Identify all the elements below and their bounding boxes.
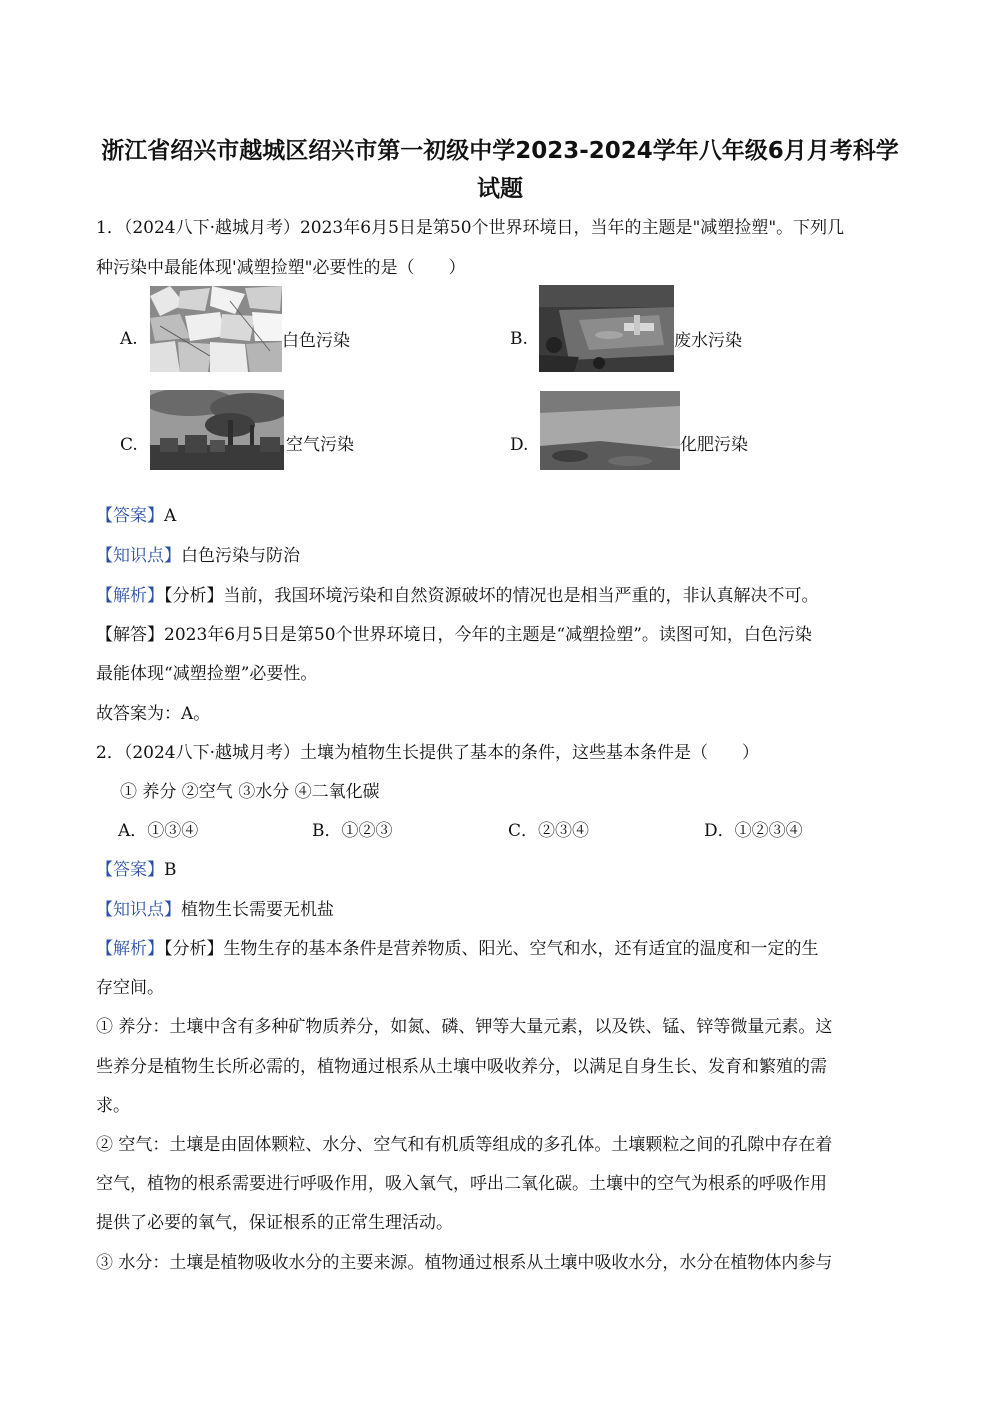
answer-value: B bbox=[164, 860, 177, 880]
q1-solution-line-2: 最能体现“减塑捡塑”必要性。 bbox=[96, 664, 318, 684]
q1-option-d-label: 化肥污染 bbox=[680, 435, 748, 455]
q2-nutrient-line-3: 求。 bbox=[96, 1096, 130, 1116]
page-title-line-1: 浙江省绍兴市越城区绍兴市第一初级中学2023-2024学年八年级6月月考科学 bbox=[101, 138, 899, 164]
q1-option-c-letter: C. bbox=[120, 435, 138, 455]
white-pollution-photo bbox=[150, 286, 282, 372]
q2-choice-d: D．①②③④ bbox=[704, 821, 803, 841]
answer-tag: 【答案】 bbox=[96, 506, 164, 526]
q1-conclusion: 故答案为：A。 bbox=[96, 704, 211, 724]
wastewater-pollution-photo bbox=[539, 285, 674, 372]
q2-air-line-1: ② 空气：土壤是由固体颗粒、水分、空气和有机质等组成的多孔体。土壤颗粒之间的孔隙中存在着 bbox=[96, 1135, 833, 1155]
page-title-line-2: 试题 bbox=[477, 176, 523, 202]
knowledge-tag: 【知识点】 bbox=[96, 546, 181, 566]
analysis-text: 【分析】生物生存的基本条件是营养物质、阳光、空气和水，还有适宜的温度和一定的生 bbox=[164, 939, 819, 959]
q1-stem-line-1: 1．（2024八下·越城月考）2023年6月5日是第50个世界环境日，当年的主题是"减塑捡塑"。下列几 bbox=[96, 218, 845, 238]
knowledge-value: 植物生长需要无机盐 bbox=[181, 900, 334, 920]
q1-solution-line-1: 【解答】2023年6月5日是第50个世界环境日，今年的主题是“减塑捡塑”。读图可知，白色污染 bbox=[96, 625, 812, 645]
analysis-tag: 【解析】 bbox=[96, 586, 164, 606]
q1-option-a-label: 白色污染 bbox=[282, 331, 350, 351]
q1-stem-line-2: 种污染中最能体现'减塑捡塑"必要性的是（ ） bbox=[96, 258, 466, 278]
q2-answer bbox=[96, 858, 916, 882]
q2-knowledge bbox=[96, 898, 916, 922]
knowledge-value: 白色污染与防治 bbox=[181, 546, 300, 566]
q2-air-line-3: 提供了必要的氧气，保证根系的正常生理活动。 bbox=[96, 1213, 453, 1233]
analysis-tag: 【解析】 bbox=[96, 939, 164, 959]
q1-option-b-label: 废水污染 bbox=[674, 331, 742, 351]
q1-knowledge bbox=[96, 544, 916, 568]
q2-nutrient-line-1: ① 养分：土壤中含有多种矿物质养分，如氮、磷、钾等大量元素，以及铁、锰、锌等微量元素。这 bbox=[96, 1017, 833, 1037]
answer-value: A bbox=[164, 506, 177, 526]
q1-option-d-letter: D. bbox=[510, 435, 529, 455]
q1-answer bbox=[96, 504, 916, 528]
q2-choice-b: B．①②③ bbox=[312, 821, 393, 841]
analysis-text: 【分析】当前，我国环境污染和自然资源破坏的情况也是相当严重的，非认真解决不可。 bbox=[164, 586, 819, 606]
q1-analysis bbox=[96, 584, 916, 608]
q2-water-line-1: ③ 水分：土壤是植物吸收水分的主要来源。植物通过根系从土壤中吸收水分，水分在植物体内参与 bbox=[96, 1253, 833, 1273]
air-pollution-photo bbox=[150, 390, 284, 470]
q2-analysis-line-1 bbox=[96, 937, 916, 961]
q2-nutrient-line-2: 些养分是植物生长所必需的，植物通过根系从土壤中吸收养分，以满足自身生长、发育和繁殖的需 bbox=[96, 1057, 827, 1077]
q1-option-b-letter: B. bbox=[510, 329, 528, 349]
q2-items: ① 养分 ②空气 ③水分 ④二氧化碳 bbox=[120, 782, 380, 802]
q1-option-a-letter: A. bbox=[120, 329, 138, 349]
fertilizer-pollution-photo bbox=[540, 391, 680, 470]
q2-analysis-line-2: 存空间。 bbox=[96, 978, 164, 998]
q2-choice-a: A．①③④ bbox=[118, 821, 199, 841]
knowledge-tag: 【知识点】 bbox=[96, 900, 181, 920]
q2-choice-c: C．②③④ bbox=[508, 821, 590, 841]
q2-air-line-2: 空气，植物的根系需要进行呼吸作用，吸入氧气，呼出二氧化碳。土壤中的空气为根系的呼吸作用 bbox=[96, 1174, 827, 1194]
q1-option-c-label: 空气污染 bbox=[286, 435, 354, 455]
answer-tag: 【答案】 bbox=[96, 860, 164, 880]
q2-stem: 2．（2024八下·越城月考）土壤为植物生长提供了基本的条件，这些基本条件是（ ） bbox=[96, 743, 759, 763]
